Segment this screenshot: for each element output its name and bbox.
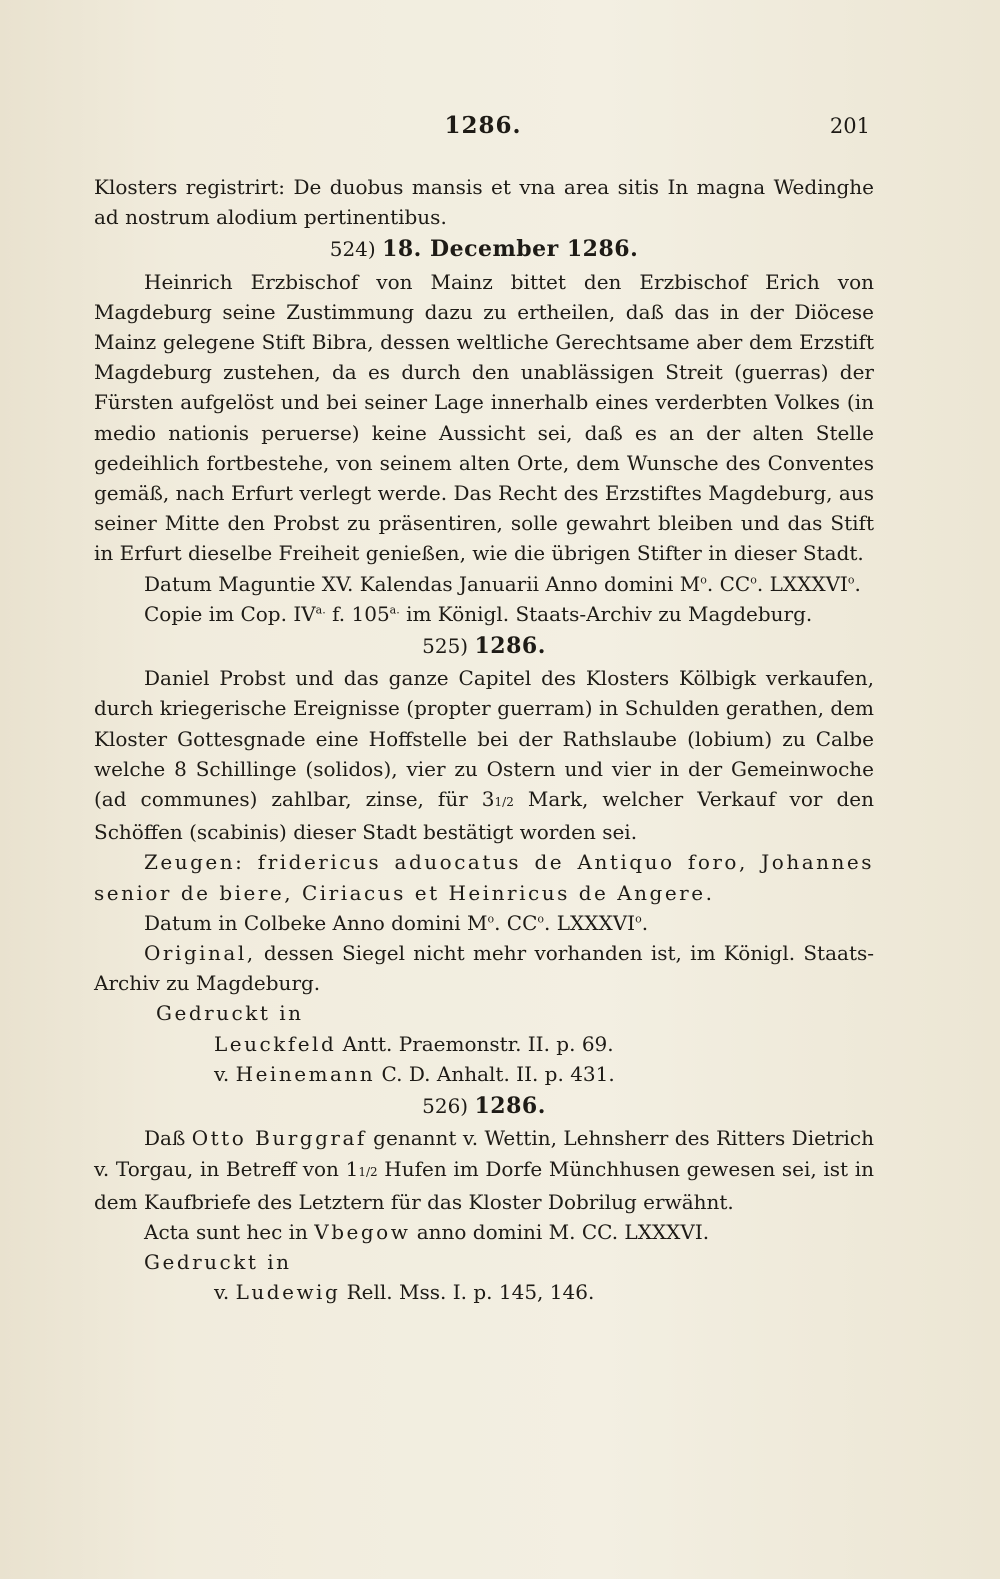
superscript: o xyxy=(487,912,495,926)
entry-526-printed-label: Gedruckt in xyxy=(144,1250,292,1275)
entry-524-datum xyxy=(94,569,874,599)
text-run: Acta sunt hec in xyxy=(144,1219,315,1244)
entry-number: 525) xyxy=(422,634,469,659)
text-run: anno domini M. CC. LXXXVI. xyxy=(410,1219,710,1244)
person-name: Otto Burggraf xyxy=(191,1126,367,1151)
entry-date: 1286. xyxy=(474,633,546,660)
page-body xyxy=(94,172,874,1308)
fraction: 1/2 xyxy=(358,1164,378,1179)
page-header xyxy=(96,112,870,152)
text-run: . CC xyxy=(706,571,751,596)
witnesses-label: Zeugen: xyxy=(144,850,245,875)
original-label: Original, xyxy=(144,941,256,966)
text-run: Daniel Probst und das ganze Capitel des Klosters Kölbigk verkaufen, durch kriegerische Ereignisse (propter guerram) in Schulden gerathen, dem Kloster Gottesgnade eine Hoffstelle bei der Rathslaube (lobium) zu Calbe welche 8 Schillinge (solidos), vier zu Ostern und vier in der Gemeinwoche (ad communes) zahlbar, zinse, für 3 xyxy=(94,666,874,812)
superscript: o xyxy=(750,572,757,586)
text-run: fridericus aduocatus de Antiquo foro, Johannes senior de biere, Ciriacus et Heinricus de Angere. xyxy=(94,850,874,905)
entry-524-source xyxy=(94,599,874,629)
entry-525-original xyxy=(94,938,874,998)
entry-525-datum xyxy=(94,908,874,938)
text-run: dessen Siegel nicht mehr vorhanden ist, im Königl. Staats-Archiv zu Magdeburg. xyxy=(94,941,874,996)
entry-525-ref-1 xyxy=(94,1029,874,1059)
text-run: f. 105 xyxy=(325,601,390,626)
text-run: . xyxy=(854,571,861,596)
superscript: o xyxy=(700,572,707,586)
text-run: . LXXXVI xyxy=(544,910,636,935)
text-run: Antt. Praemonstr. II. p. 69. xyxy=(336,1031,614,1056)
fraction: 1/2 xyxy=(494,795,514,810)
text-run: Datum Maguntie XV. Kalendas Januarii Anno domini M xyxy=(144,571,701,596)
text-run: . CC xyxy=(494,910,538,935)
entry-526-acta xyxy=(94,1217,874,1247)
entry-heading-526 xyxy=(94,1091,874,1121)
entry-heading-524 xyxy=(94,234,874,264)
text-run: Datum in Colbeke Anno domini M xyxy=(144,910,488,935)
entry-date: 1286. xyxy=(474,1093,546,1120)
superscript: o xyxy=(635,912,642,926)
text-run: . xyxy=(641,910,649,935)
text-run: im Königl. Staats-Archiv zu Magdeburg. xyxy=(399,601,813,626)
entry-525-summary xyxy=(94,663,874,847)
text-run: C. D. Anhalt. II. p. 431. xyxy=(375,1061,615,1086)
author-name: Ludewig xyxy=(235,1280,341,1305)
place-name: Vbegow xyxy=(314,1219,411,1244)
author-name: Leuckfeld xyxy=(214,1031,337,1056)
entry-number: 526) xyxy=(422,1094,469,1119)
entry-526-ref xyxy=(94,1277,874,1307)
text-run: genannt v. Wettin, Lehnsherr des Ritters Dietrich v. Torgau, in Betreff von 1 xyxy=(94,1126,874,1181)
entry-number: 524) xyxy=(329,237,376,262)
running-year: 1286. xyxy=(444,112,522,139)
text-run: Copie im Cop. IV xyxy=(144,601,316,626)
author-name: Heinemann xyxy=(235,1061,376,1086)
entry-526-summary xyxy=(94,1123,874,1217)
page-number: 201 xyxy=(829,114,870,138)
text-run: Hufen im Dorfe Münchhusen gewesen sei, ist in dem Kaufbriefe des Letztern für das Kloster Dobrilug erwähnt. xyxy=(94,1156,874,1214)
entry-525-printed-label: Gedruckt in xyxy=(156,1001,304,1026)
text-run: Mark, welcher Verkauf vor den Schöffen (scabinis) dieser Stadt bestätigt worden sei. xyxy=(94,787,874,845)
entry-heading-525 xyxy=(94,631,874,661)
entry-525-witnesses xyxy=(94,847,874,907)
entry-date: 18. December 1286. xyxy=(382,236,639,263)
text-run: v. xyxy=(214,1280,236,1305)
superscript: a. xyxy=(315,603,326,617)
text-run: . LXXXVI xyxy=(756,571,848,596)
text-run: Rell. Mss. I. p. 145, 146. xyxy=(340,1280,595,1305)
entry-525-ref-2 xyxy=(94,1059,874,1089)
entry-524-summary: Heinrich Erzbischof von Mainz bittet den Erzbischof Erich von Magdeburg seine Zustimmung dazu zu ertheilen, daß das in der Diöcese Mainz gelegene Stift Bibra, dessen weltliche Gerechtsame aber dem Erzstift Magdeburg zustehen, da es durch den unablässigen Streit (guerras) der Fürsten aufgelöst und bei seiner Lage innerhalb eines verderbten Volkes (in medio nationis peruerse) keine Aussicht sei, daß es an der alten Stelle gedeihlich fortbestehe, von seinem alten Orte, dem Wunsche des Conventes gemäß, nach Erfurt verlegt werde. Das Recht des Erzstiftes Magdeburg, aus seiner Mitte den Probst zu präsentiren, solle gewahrt bleiben und das Stift in Erfurt dieselbe Freiheit genießen, wie die übrigen Stifter in dieser Stadt. xyxy=(94,269,874,566)
continuation-paragraph: Klosters registrirt: De duobus mansis et vna area sitis In magna Wedinghe ad nostrum alodium pertinentibus. xyxy=(94,175,874,230)
superscript: a. xyxy=(389,603,400,617)
text-run: Daß xyxy=(144,1126,192,1151)
text-run: v. xyxy=(214,1061,236,1086)
superscript: o xyxy=(847,572,855,586)
superscript: o xyxy=(537,912,545,926)
